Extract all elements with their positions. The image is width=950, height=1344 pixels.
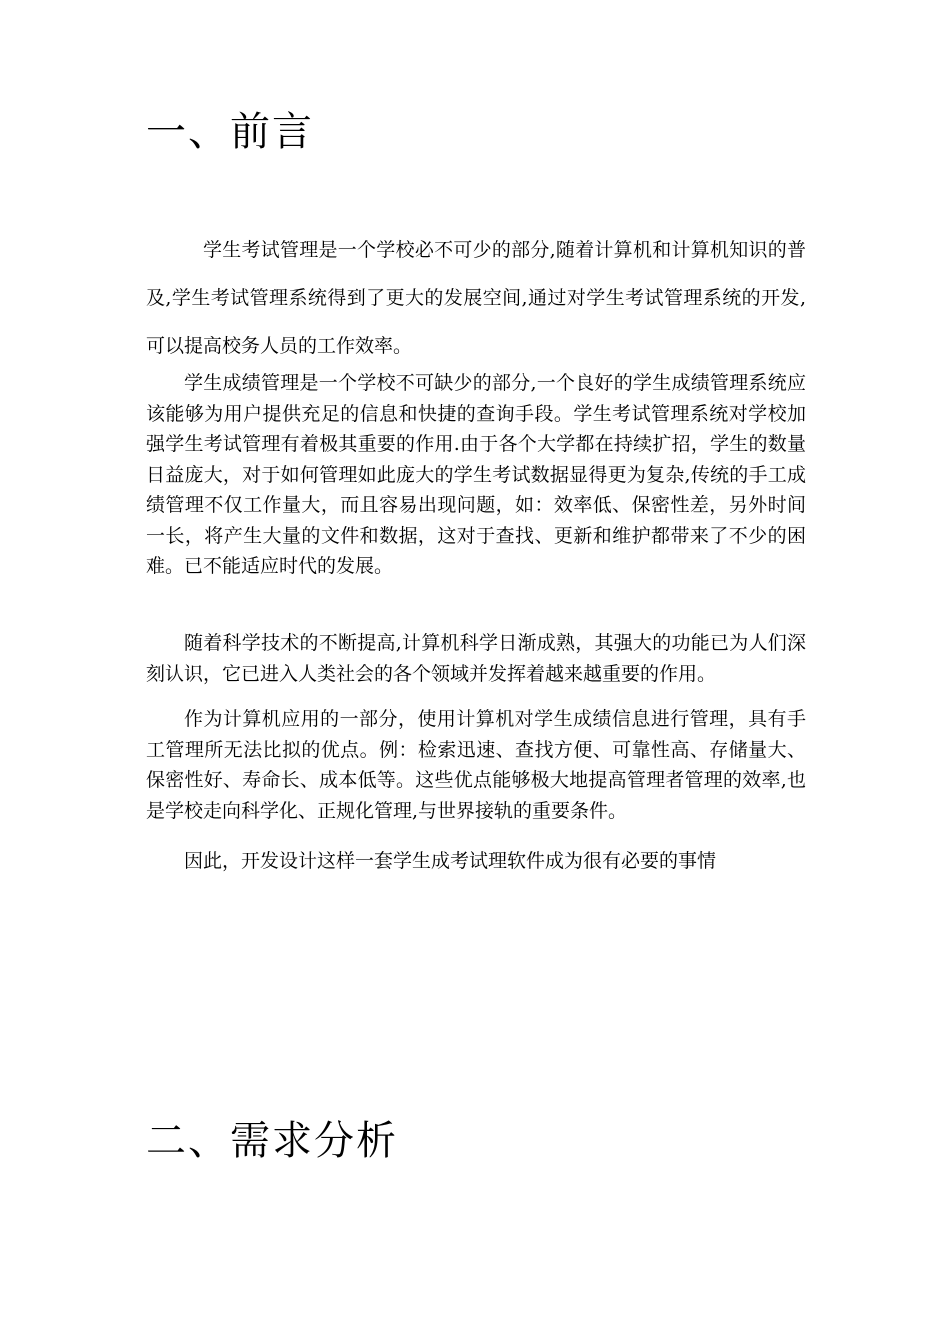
- body-paragraph-3: 作为计算机应用的一部分，使用计算机对学生成绩信息进行管理，具有手工管理所无法比拟的优点。例：检索迅速、查找方便、可靠性高、存储量大、保密性好、寿命长、成本低等。这些优点能够极大地提高管理者管理的效率,也是学校走向科学化、正规化管理,与世界接轨的重要条件。: [146, 708, 806, 822]
- body-paragraph-1: 学生成绩管理是一个学校不可缺少的部分,一个良好的学生成绩管理系统应该能够为用户提供充足的信息和快捷的查询手段。学生考试管理系统对学校加强学生考试管理有着极其重要的作用.由于各个大学都在持续扩招，学生的数量日益庞大，对于如何管理如此庞大的学生考试数据显得更为复杂,传统的手工成绩管理不仅工作量大，而且容易出现问题，如：效率低、保密性差，另外时间一长，将产生大量的文件和数据，这对于查找、更新和维护都带来了不少的困难。已不能适应时代的发展。: [146, 372, 806, 577]
- section-heading-preface: 一、前言: [146, 109, 314, 155]
- body-paragraph-4: 因此，开发设计这样一套学生成考试理软件成为很有必要的事情: [184, 850, 717, 872]
- body-paragraph-2: 随着科学技术的不断提高,计算机科学日渐成熟，其强大的功能已为人们深刻认识，它已进入人类社会的各个领域并发挥着越来越重要的作用。: [146, 632, 806, 685]
- section-heading-requirements: 二、需求分析: [146, 1118, 398, 1164]
- intro-paragraph: 学生考试管理是一个学校必不可少的部分,随着计算机和计算机知识的普及,学生考试管理系统得到了更大的发展空间,通过对学生考试管理系统的开发,可以提高校务人员的工作效率。: [146, 239, 806, 357]
